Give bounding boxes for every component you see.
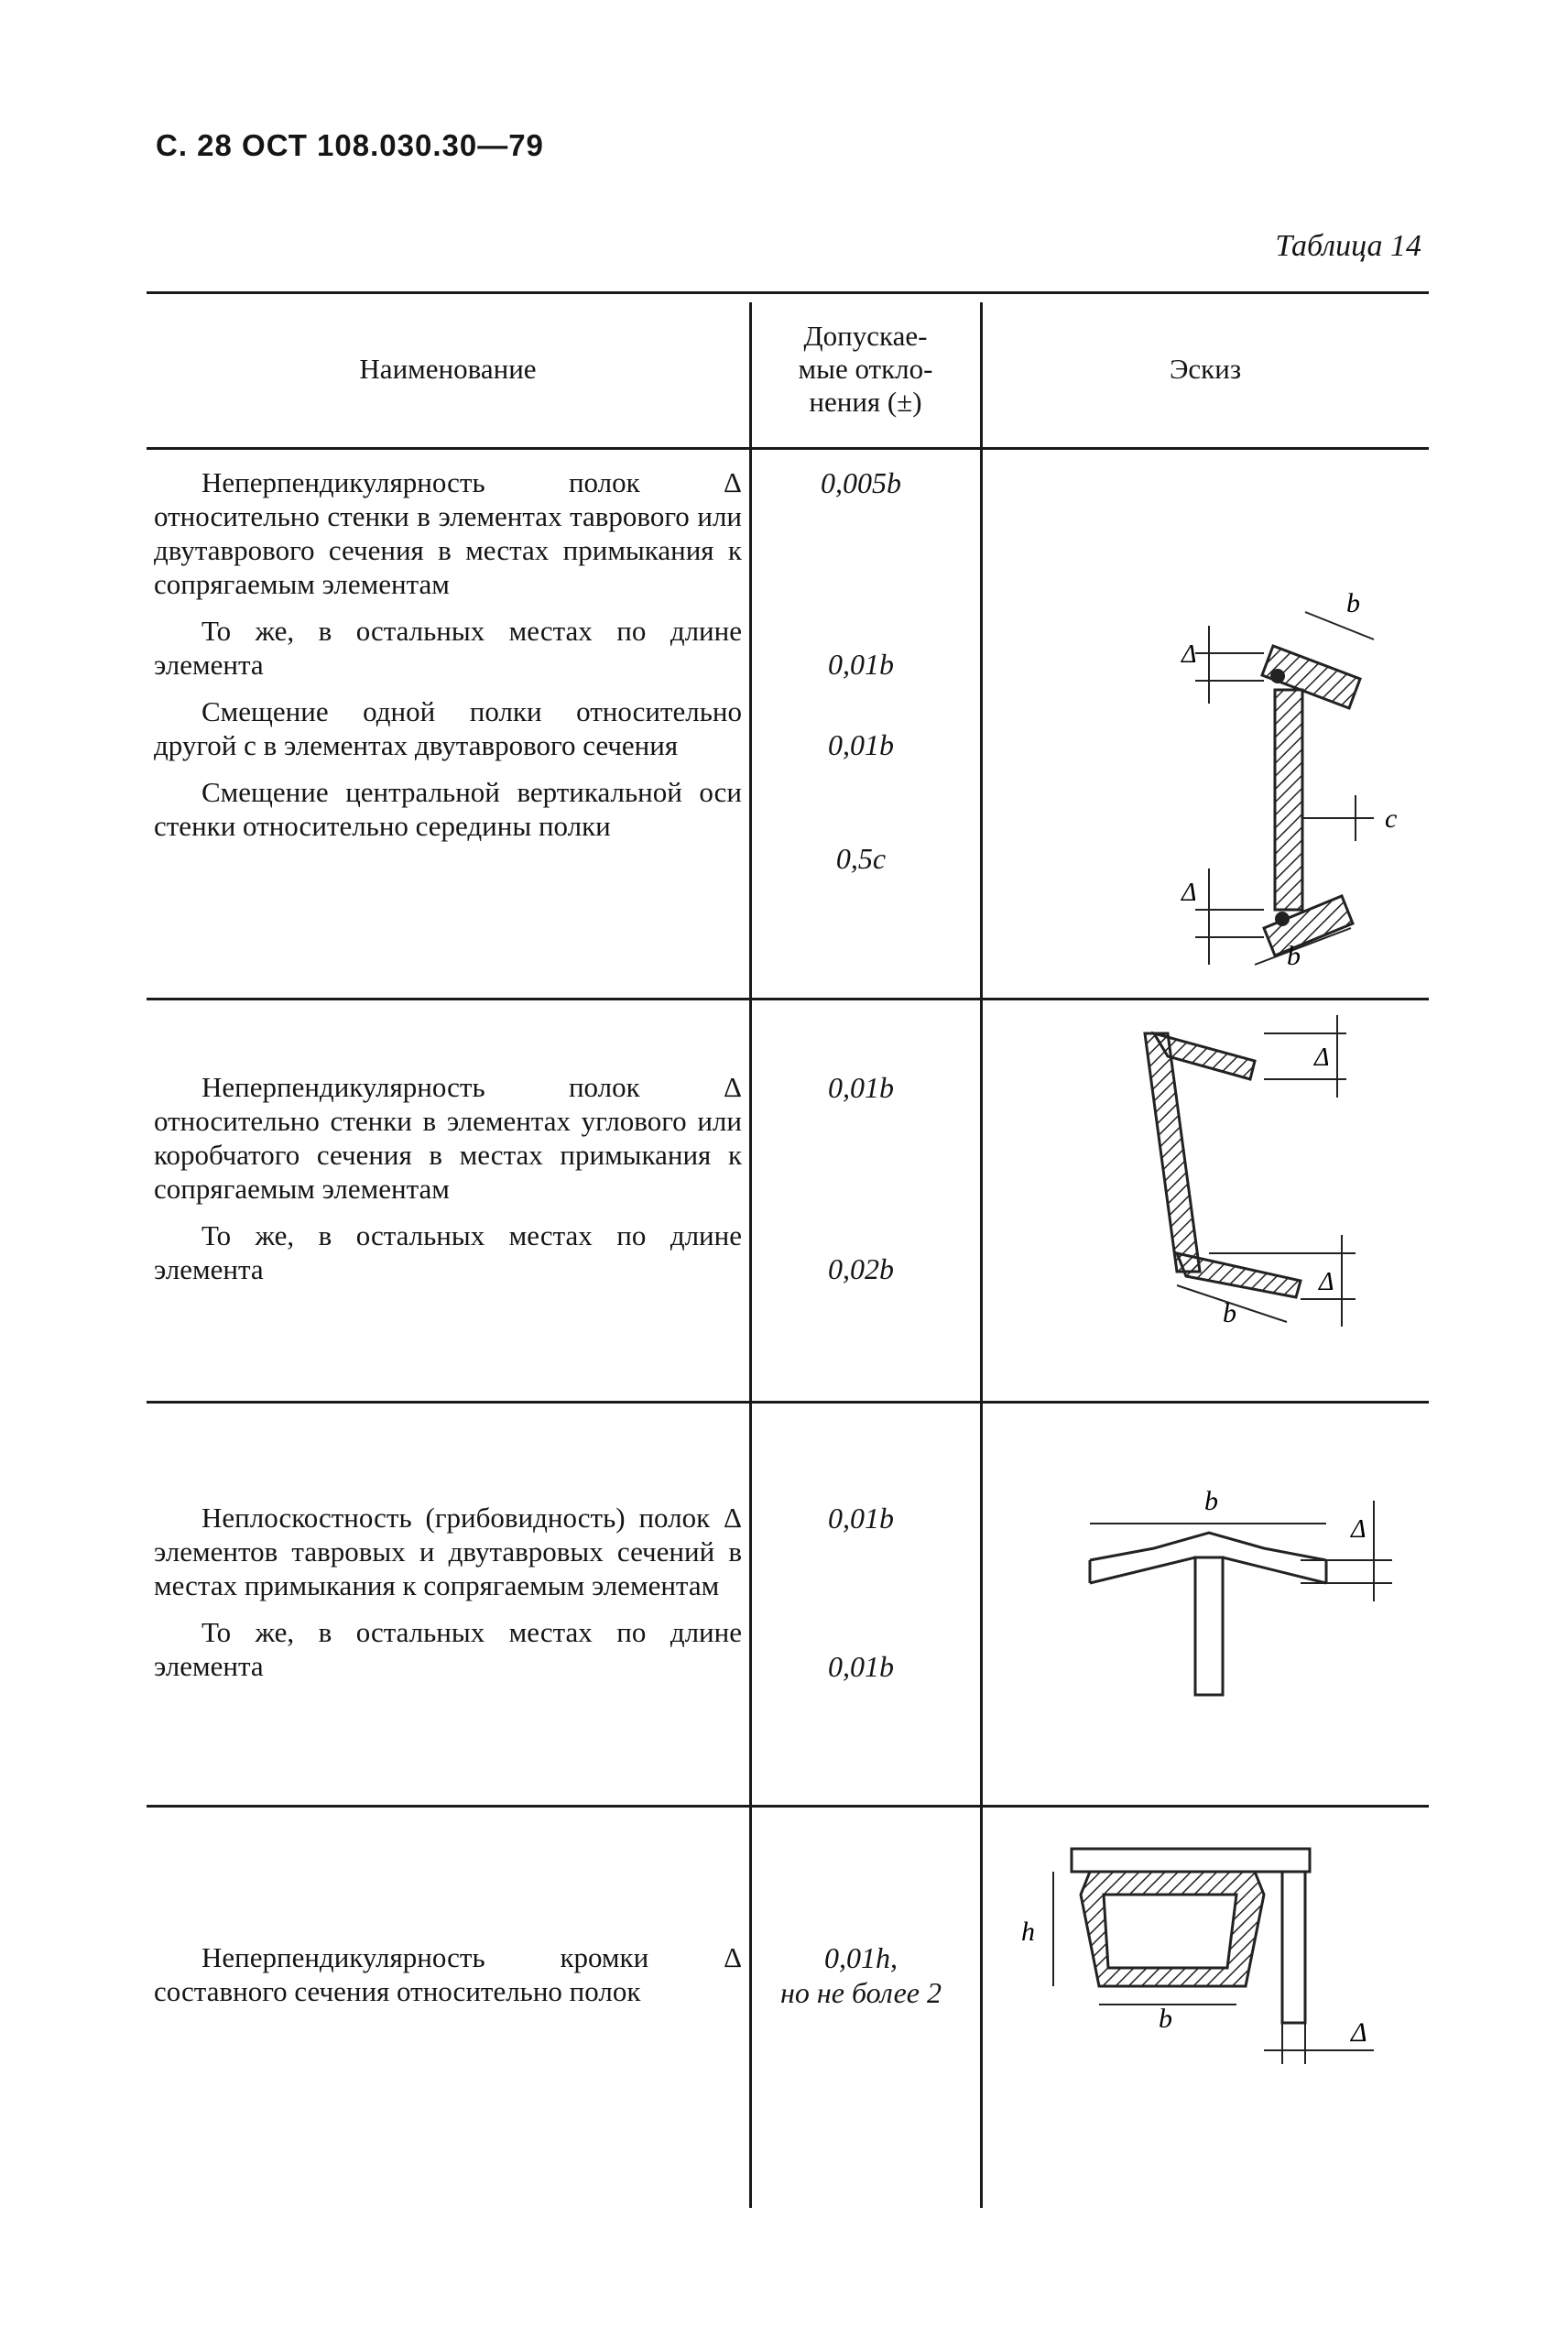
row-text: Смещение одной полки относительно другой c в элементах двутаврового сечения <box>154 695 742 761</box>
header-bottom-rule <box>147 447 1429 450</box>
i-beam-section-sketch <box>989 465 1420 997</box>
col-header-tolerance: Допускае- мые откло- нения (±) <box>798 320 933 418</box>
tolerance-table <box>147 291 1429 2215</box>
channel-section-sketch <box>989 1006 1420 1372</box>
dim-label-delta: Δ <box>1351 1515 1367 1544</box>
column-divider <box>980 302 983 2208</box>
col-header-name: Наименование <box>359 353 537 385</box>
row-text: То же, в остальных местах по длине элемента <box>154 615 742 681</box>
row-text: Неперпендикулярность полок Δ относительно стенки в элементах углового или коробчатого сечения в местах примыкания к сопрягаемым элементам <box>154 1071 742 1205</box>
row-text: Неперпендикулярность полок Δ относительно стенки в элементах таврового или двутаврового сечения в местах примыкания к сопрягаемым элементам <box>154 466 742 600</box>
name-cell <box>154 1940 742 2021</box>
row-divider <box>147 1805 1429 1808</box>
dim-label-delta: Δ <box>1319 1268 1334 1296</box>
dim-label-b: b <box>1223 1298 1236 1328</box>
col-header-sketch: Эскиз <box>1169 353 1242 385</box>
dim-label-c: c <box>1385 803 1398 834</box>
dim-label-b: b <box>1346 588 1360 618</box>
dim-label-b: b <box>1159 2004 1172 2034</box>
dim-label-delta: Δ <box>1314 1043 1330 1072</box>
dim-label-delta: Δ <box>1351 2017 1367 2048</box>
dim-label-delta: Δ <box>1181 879 1197 907</box>
tolerance-value: 0,02b <box>828 1252 894 1285</box>
row-text: Смещение центральной вертикальной оси стенки относительно середины полки <box>154 776 742 842</box>
dim-label-b: b <box>1204 1486 1218 1516</box>
tolerance-value: 0,01b <box>828 1502 894 1535</box>
tolerance-value: 0,01b <box>828 1650 894 1683</box>
row-text: Неперпендикулярность кромки Δ составного сечения относительно полок <box>154 1941 742 2007</box>
tolerance-value: 0,01b <box>828 728 894 761</box>
row-text: Неплоскостность (грибовидность) полок Δ элементов тавровых и двутавровых сечений в местах примыкания к сопрягаемым элементам <box>154 1502 742 1601</box>
name-cell <box>154 1070 742 1299</box>
dim-label-h: h <box>1021 1917 1035 1947</box>
row-text: То же, в остальных местах по длине элемента <box>154 1219 742 1285</box>
dim-label-delta: Δ <box>1181 640 1197 669</box>
name-cell <box>154 465 742 856</box>
t-section-flatness-sketch <box>989 1473 1420 1711</box>
name-cell <box>154 1501 742 1696</box>
tolerance-value: 0,005b <box>821 466 901 499</box>
row-text: То же, в остальных местах по длине элемента <box>154 1616 742 1682</box>
tolerance-value: 0,01b <box>828 648 894 681</box>
row-divider <box>147 1401 1429 1404</box>
tolerance-value: 0,5c <box>835 842 887 875</box>
row-divider <box>147 998 1429 1000</box>
box-section-edge-sketch <box>989 1840 1420 2078</box>
table-caption: Таблица 14 <box>1275 229 1421 263</box>
dim-label-b: b <box>1287 941 1301 971</box>
tolerance-value: 0,01b <box>828 1071 894 1104</box>
tolerance-value: 0,01h, но не более 2 <box>780 1941 942 2009</box>
page-header: С. 28 ОСТ 108.030.30—79 <box>156 128 544 162</box>
